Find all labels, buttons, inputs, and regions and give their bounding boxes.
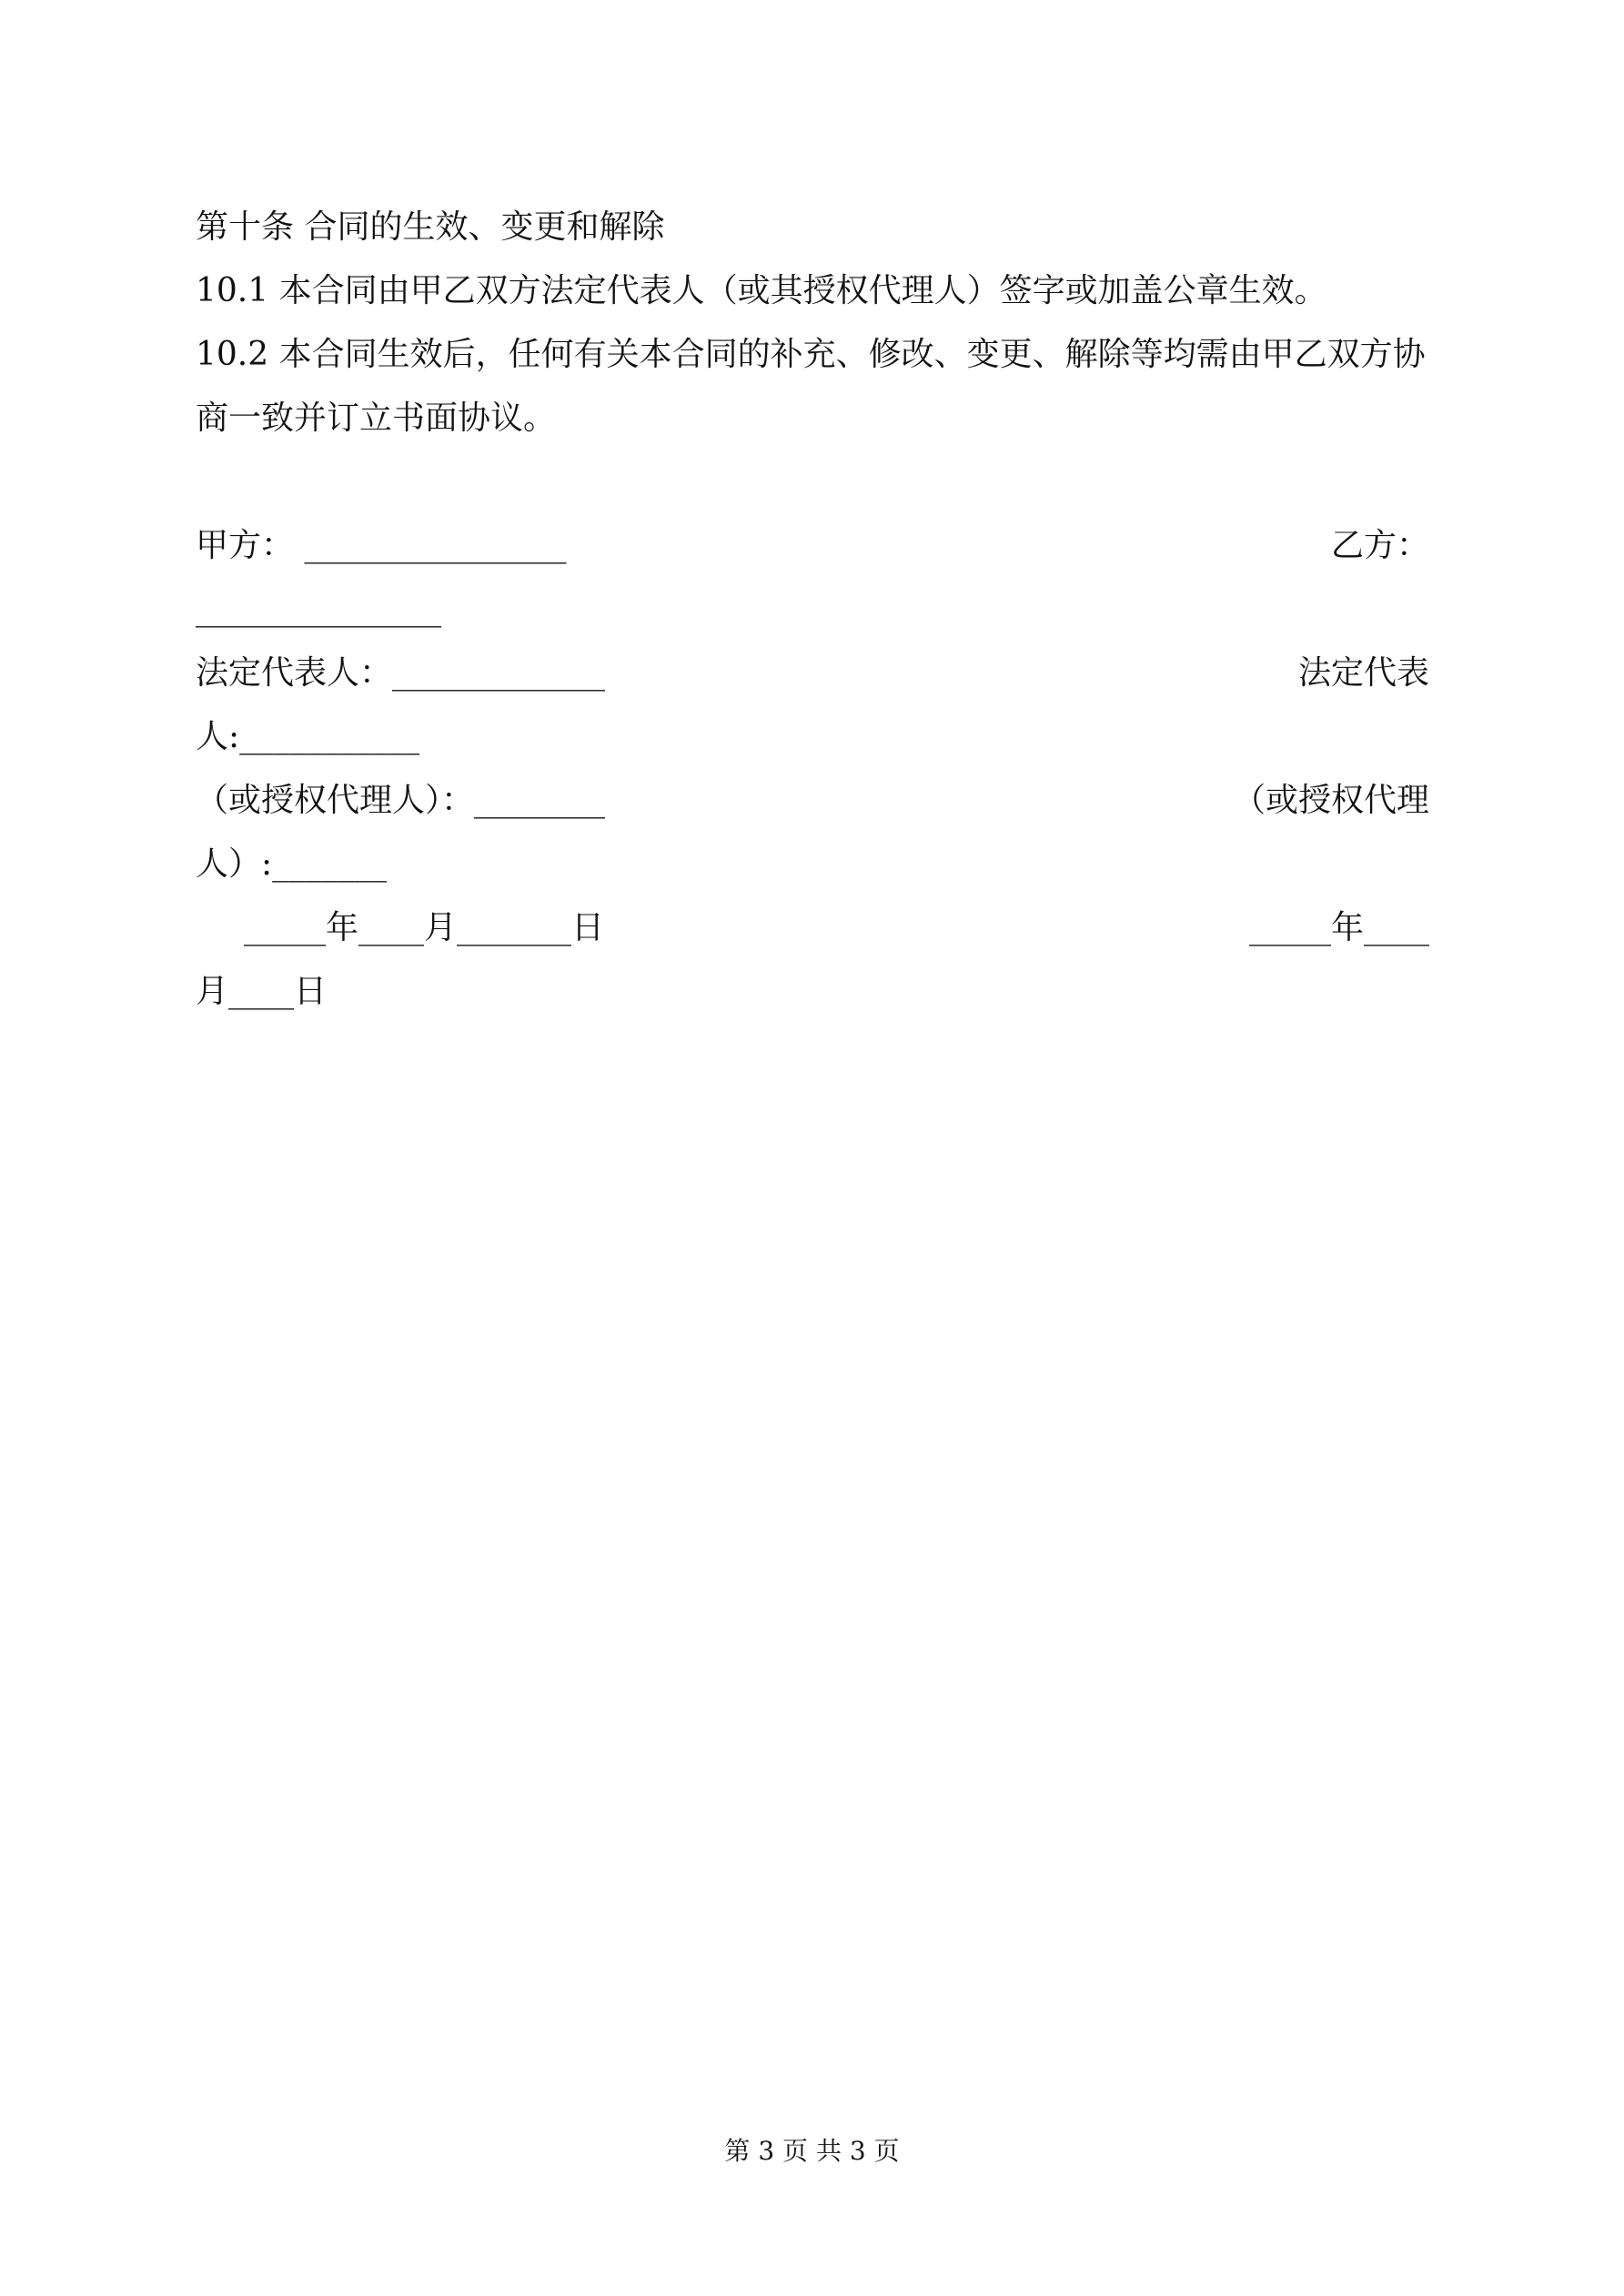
party-b-date-line1: _____年____ — [1248, 909, 1429, 946]
page-footer: 第 3 页 共 3 页 — [724, 2136, 900, 2166]
party-a-agent: （或授权代理人）：________ — [196, 782, 606, 819]
clause-10-1: 10.1 本合同由甲乙双方法定代表人（或其授权代理人）签字或加盖公章生效。 — [196, 272, 1327, 309]
article-heading: 第十条 合同的生效、变更和解除 — [196, 208, 665, 246]
party-b-representative-line2: 人:___________ — [196, 718, 420, 755]
clause-10-2-line2: 商一致并订立书面协议。 — [196, 400, 557, 437]
party-a-signature: 甲方： ________________ — [196, 527, 567, 564]
party-b-representative-line1: 法定代表 — [1297, 654, 1429, 692]
party-b-agent-line1: （或授权代理 — [1232, 782, 1429, 819]
party-b-label: 乙方： — [1330, 527, 1429, 564]
clause-10-2-line1: 10.2 本合同生效后，任何有关本合同的补充、修改、变更、解除等均需由甲乙双方协 — [196, 336, 1426, 373]
party-a-representative: 法定代表人：_____________ — [196, 654, 606, 692]
party-b-date-line2: 月____日 — [196, 973, 328, 1010]
party-b-blank: _______________ — [196, 591, 441, 628]
party-b-agent-line2: 人）:_______ — [196, 845, 388, 883]
party-a-date: _____年____月_______日 — [244, 909, 604, 946]
